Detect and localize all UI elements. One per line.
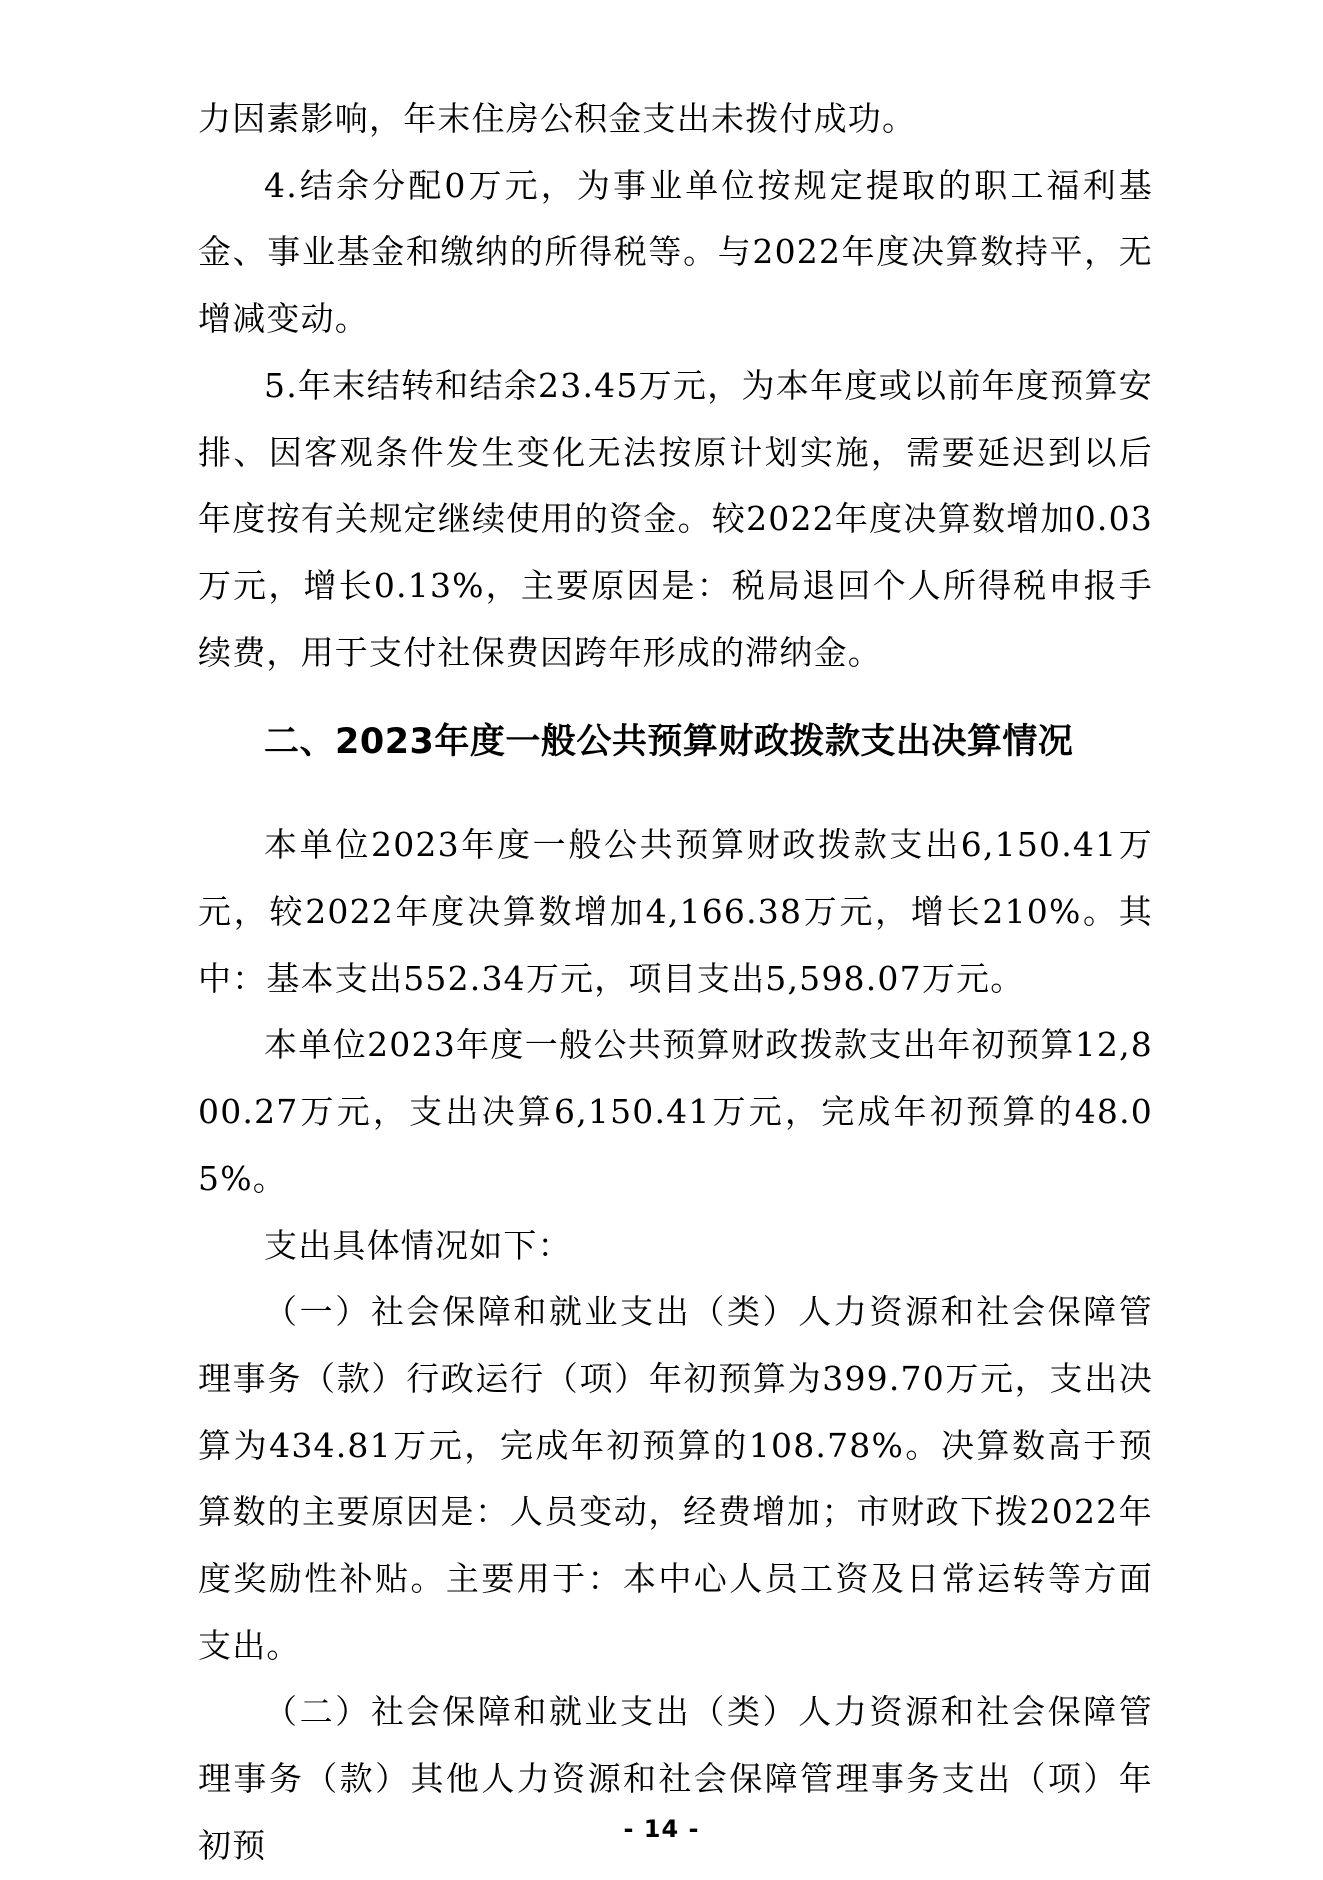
- paragraph-year-end-carryover: 5.年末结转和结余23.45万元，为本年度或以前年度预算安排、因客观条件发生变化无法按原计划实施，需要延迟到以后年度按有关规定继续使用的资金。较2022年度决算数增加0.03万元，增长0.13%，主要原因是：税局退回个人所得税申报手续费，用于支付社保费因跨年形成的滞纳金。: [198, 365, 1153, 672]
- paragraph-budget-completion: 本单位2023年度一般公共预算财政拨款支出年初预算12,800.27万元，支出决算6,150.41万元，完成年初预算的48.05%。: [198, 1025, 1153, 1198]
- paragraph-item-one: （一）社会保障和就业支出（类）人力资源和社会保障管理事务（款）行政运行（项）年初预算为399.70万元，支出决算为434.81万元，完成年初预算的108.78%。决算数高于预算数的主要原因是：人员变动，经费增加；市财政下拨2022年度奖励性补贴。主要用于：本中心人员工资及日常运转等方面支出。: [198, 1292, 1153, 1665]
- paragraph-expenditure-summary: 本单位2023年度一般公共预算财政拨款支出6,150.41万元，较2022年度决算数增加4,166.38万元，增长210%。其中：基本支出552.34万元，项目支出5,598.07万元。: [198, 825, 1153, 998]
- page-number: - 14 -: [623, 1815, 700, 1843]
- paragraph-surplus-distribution: 4.结余分配0万元，为事业单位按规定提取的职工福利基金、事业基金和缴纳的所得税等。与2022年度决算数持平，无增减变动。: [198, 165, 1153, 339]
- spacer: [198, 686, 1153, 714]
- section-heading: 二、2023年度一般公共预算财政拨款支出决算情况: [264, 722, 1074, 763]
- paragraph-continuation: 力因素影响，年末住房公积金支出未拨付成功。: [198, 99, 917, 138]
- document-body: [198, 86, 1153, 1880]
- paragraph-item-two: （二）社会保障和就业支出（类）人力资源和社会保障管理事务（款）其他人力资源和社会保障管理事务支出（项）年初预: [198, 1692, 1153, 1865]
- paragraph-details-intro: 支出具体情况如下：: [264, 1225, 572, 1265]
- spacer: [198, 770, 1153, 812]
